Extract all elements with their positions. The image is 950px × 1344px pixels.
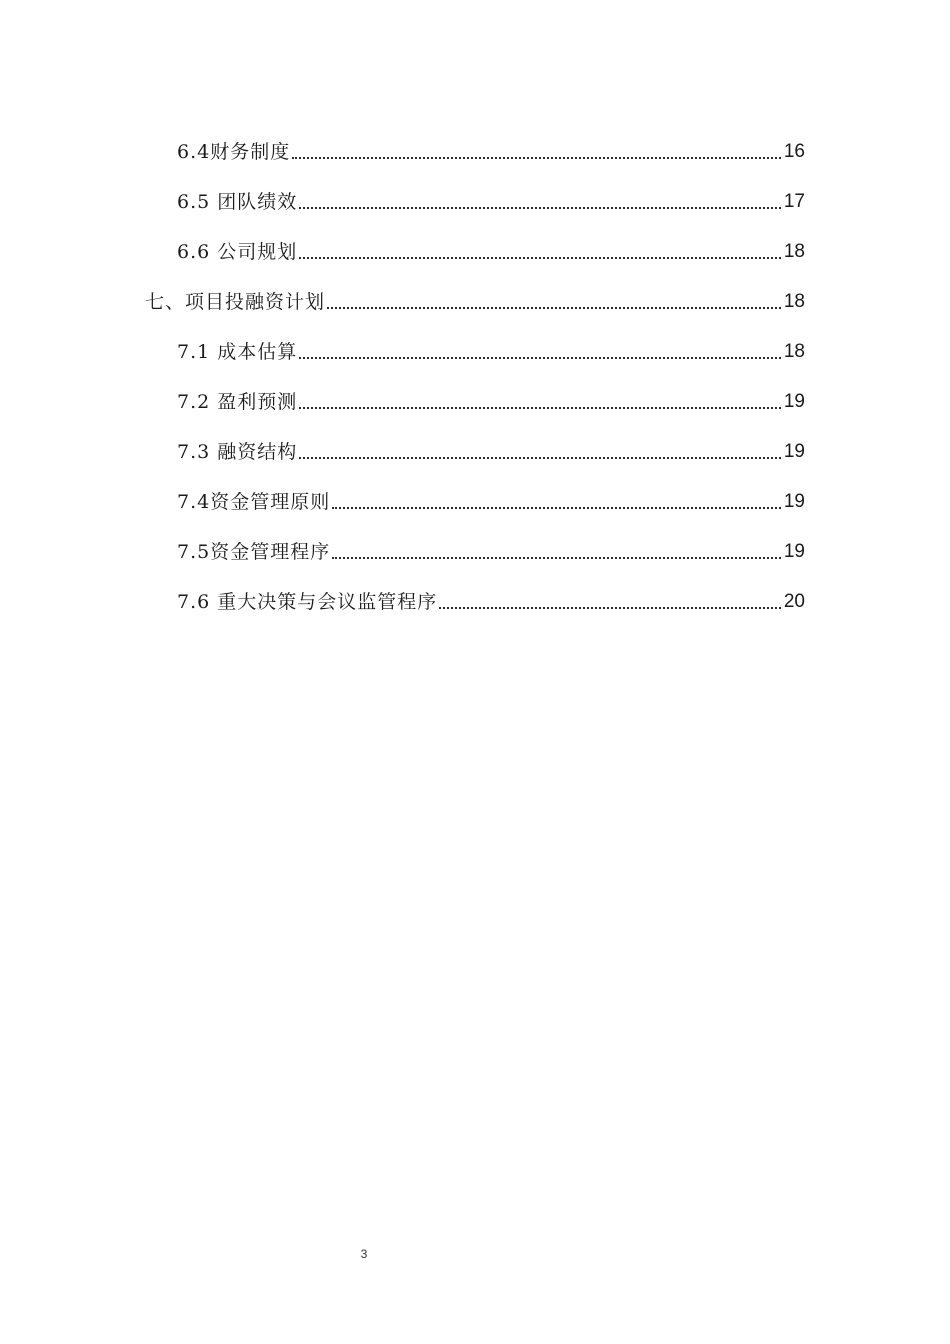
toc-entry-title: 7.3 融资结构 bbox=[177, 441, 298, 463]
toc-entry-page: 19 bbox=[783, 491, 805, 512]
toc-entry-title: 7.6 重大决策与会议监管程序 bbox=[177, 591, 438, 613]
toc-entry-page: 17 bbox=[783, 191, 805, 212]
dot-leader bbox=[332, 507, 781, 509]
toc-entry-7-2[interactable] bbox=[177, 384, 805, 414]
toc-entry-page: 20 bbox=[783, 591, 805, 612]
dot-leader bbox=[332, 557, 781, 559]
toc-entry-title: 6.4财务制度 bbox=[177, 141, 291, 163]
toc-entry-page: 19 bbox=[783, 391, 805, 412]
dot-leader bbox=[299, 457, 781, 459]
toc-entry-title: 6.5 团队绩效 bbox=[177, 191, 298, 213]
dot-leader bbox=[327, 307, 781, 309]
toc-entry-title: 7.4资金管理原则 bbox=[177, 491, 331, 513]
toc-entry-7-5[interactable] bbox=[177, 534, 805, 564]
toc-entry-6-5[interactable] bbox=[177, 184, 805, 214]
page-number: 3 bbox=[360, 1247, 368, 1261]
toc-entry-title: 6.6 公司规划 bbox=[177, 241, 298, 263]
toc-entry-7-1[interactable] bbox=[177, 334, 805, 364]
toc-entry-page: 19 bbox=[783, 441, 805, 462]
toc-entry-7-4[interactable] bbox=[177, 484, 805, 514]
toc-entry-title: 7.2 盈利预测 bbox=[177, 391, 298, 413]
toc-entry-title: 7.1 成本估算 bbox=[177, 341, 298, 363]
dot-leader bbox=[299, 207, 781, 209]
toc-entry-title: 7.5资金管理程序 bbox=[177, 541, 331, 563]
dot-leader bbox=[299, 357, 781, 359]
toc-entry-7-6[interactable] bbox=[177, 584, 805, 614]
toc-entry-page: 18 bbox=[783, 291, 805, 312]
toc-entry-page: 19 bbox=[783, 541, 805, 562]
dot-leader bbox=[439, 607, 781, 609]
toc-entry-page: 18 bbox=[783, 241, 805, 262]
toc-entry-6-6[interactable] bbox=[177, 234, 805, 264]
toc-entry-6-4[interactable] bbox=[177, 134, 805, 164]
dot-leader bbox=[299, 257, 781, 259]
dot-leader bbox=[292, 157, 781, 159]
toc-entry-7-3[interactable] bbox=[177, 434, 805, 464]
toc-entry-chapter-7[interactable] bbox=[145, 284, 805, 314]
dot-leader bbox=[299, 407, 781, 409]
toc-entry-title: 七、项目投融资计划 bbox=[145, 291, 326, 313]
toc-entry-page: 18 bbox=[783, 341, 805, 362]
toc-entry-page: 16 bbox=[783, 141, 805, 162]
